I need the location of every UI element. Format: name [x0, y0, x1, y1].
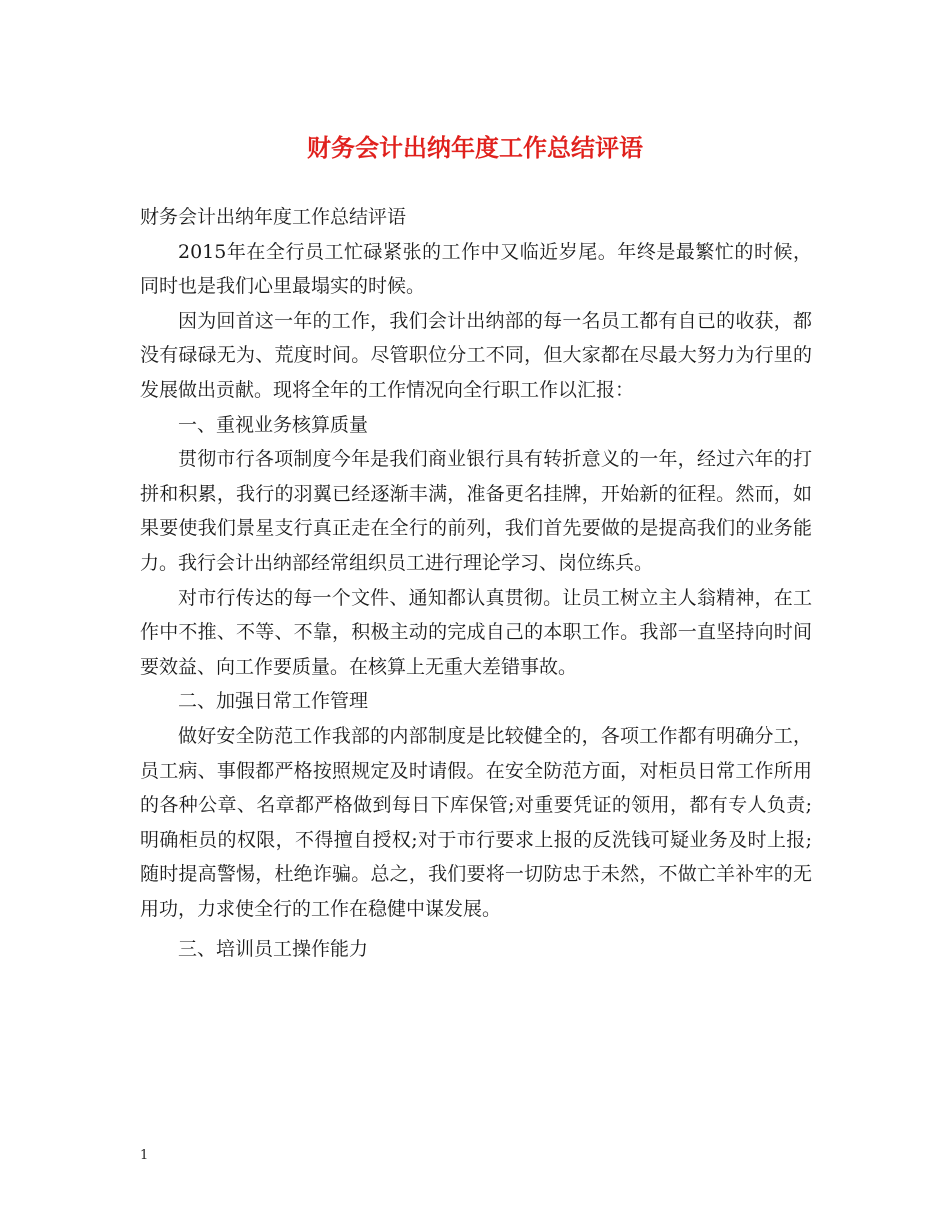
paragraph: 对市行传达的每一个文件、通知都认真贯彻。让员工树立主人翁精神，在工作中不推、不等、不靠，积极主动的完成自己的本职工作。我部一直坚持向时间要效益、向工作要质量。在核算上无重大差错事故。: [140, 586, 812, 678]
document-title: 财务会计出纳年度工作总结评语: [307, 133, 643, 162]
paragraph: 2015年在全行员工忙碌紧张的工作中又临近岁尾。年终是最繁忙的时候，同时也是我们心里最塌实的时候。: [140, 240, 812, 298]
paragraph-subtitle: 财务会计出纳年度工作总结评语: [140, 206, 407, 228]
section-heading-1: 一、重视业务核算质量: [178, 413, 369, 436]
paragraph: 做好安全防范工作我部的内部制度是比较健全的，各项工作都有明确分工，员工病、事假都严格按照规定及时请假。在安全防范方面，对柜员日常工作所用的各种公章、名章都严格做到每日下库保管;对重要凭证的领用，都有专人负责;明确柜员的权限，不得擅自授权;对于市行要求上报的反洗钱可疑业务及时上报;随时提高警惕，杜绝诈骗。总之，我们要将一切防忠于未然，不做亡羊补牢的无用功，力求使全行的工作在稳健中谋发展。: [140, 724, 812, 920]
document-body: [140, 200, 812, 967]
section-heading-3: 三、培训员工操作能力: [178, 938, 369, 961]
section-heading-2: 二、加强日常工作管理: [178, 690, 369, 713]
paragraph: 贯彻市行各项制度今年是我们商业银行具有转折意义的一年，经过六年的打拼和积累，我行的羽翼已经逐渐丰满，准备更名挂牌，开始新的征程。然而，如果要使我们景星支行真正走在全行的前列，我们首先要做的是提高我们的业务能力。我行会计出纳部经常组织员工进行理论学习、岗位练兵。: [140, 448, 812, 574]
page-number: 1: [140, 1148, 149, 1163]
paragraph: 因为回首这一年的工作，我们会计出纳部的每一名员工都有自已的收获，都没有碌碌无为、荒度时间。尽管职位分工不同，但大家都在尽最大努力为行里的发展做出贡献。现将全年的工作情况向全行职工作以汇报：: [140, 309, 812, 401]
